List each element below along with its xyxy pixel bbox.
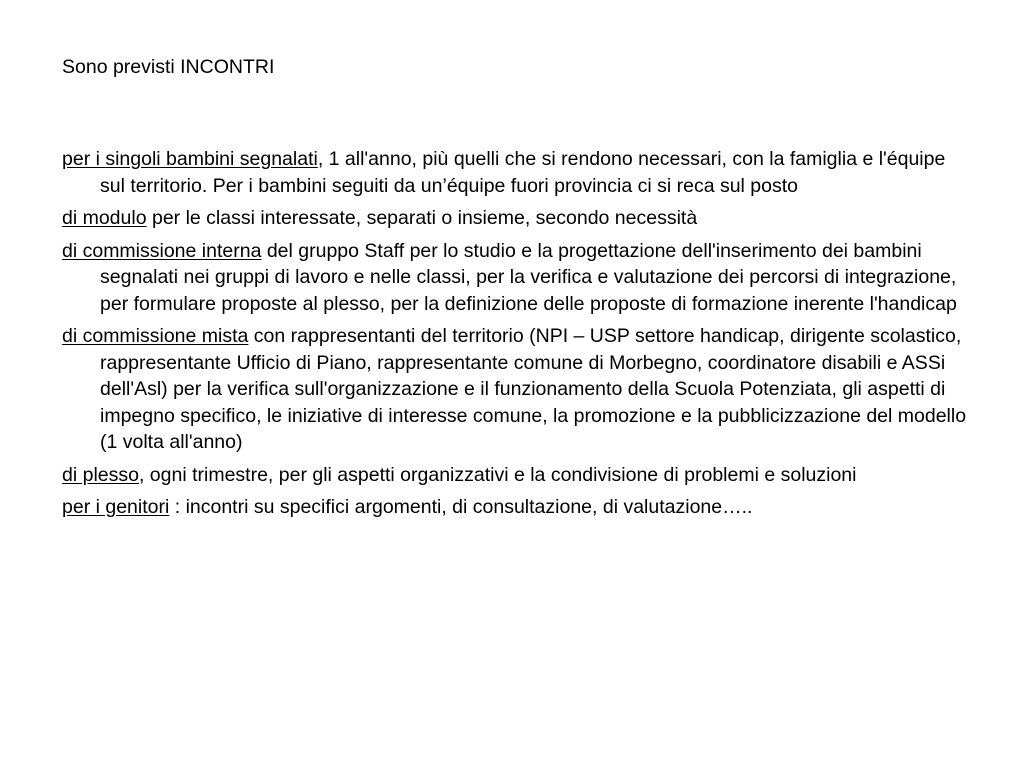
item-text: con rappresentanti del territorio (NPI – USP settore handicap, dirigente scolastico, rappresentante Ufficio di Piano, rappresentante comune di Morbegno, coordinatore disabili e ASSi dell'Asl) per la verifica sull'organizzazione e il funzionamento della Scuola Potenziata, gli aspetti di impegno specifico, le iniziative di interesse comune, la promozione e la pubblicizzazione del modello (1 volta all'anno)	[100, 325, 967, 453]
item-text: : incontri su specifici argomenti, di consultazione, di valutazione…..	[169, 496, 753, 518]
list-item-plesso	[62, 462, 974, 489]
meeting-list	[62, 146, 974, 527]
item-text: per le classi interessate, separati o insieme, secondo necessità	[146, 207, 698, 229]
item-lead: per i singoli bambini segnalati	[62, 148, 318, 170]
list-item-singoli-bambini	[62, 146, 974, 199]
item-lead: per i genitori	[62, 496, 170, 518]
item-lead: di modulo	[62, 207, 147, 229]
item-lead: di commissione interna	[62, 239, 262, 262]
slide-title: Sono previsti INCONTRI	[62, 56, 275, 78]
list-item-modulo	[62, 205, 974, 232]
list-item-commissione-mista	[62, 323, 974, 456]
item-text: , 1 all'anno, più quelli che si rendono necessari, con la famiglia e l'équipe sul territorio. Per i bambini seguiti da un’équipe fuori provincia ci si reca sul posto	[100, 148, 946, 197]
list-item-commissione-interna	[62, 238, 974, 318]
list-item-genitori	[62, 494, 974, 521]
item-text: , ogni trimestre, per gli aspetti organizzativi e la condivisione di problemi e soluzioni	[138, 463, 857, 486]
item-lead: di plesso	[62, 463, 139, 486]
item-lead: di commissione mista	[62, 325, 249, 347]
item-text: del gruppo Staff per lo studio e la progettazione dell'inserimento dei bambini segnalati nei gruppi di lavoro e nelle classi, per la verifica e valutazione dei percorsi di integrazione, per formulare proposte al plesso, per la definizione delle proposte di formazione inerente l'handicap	[100, 239, 957, 315]
